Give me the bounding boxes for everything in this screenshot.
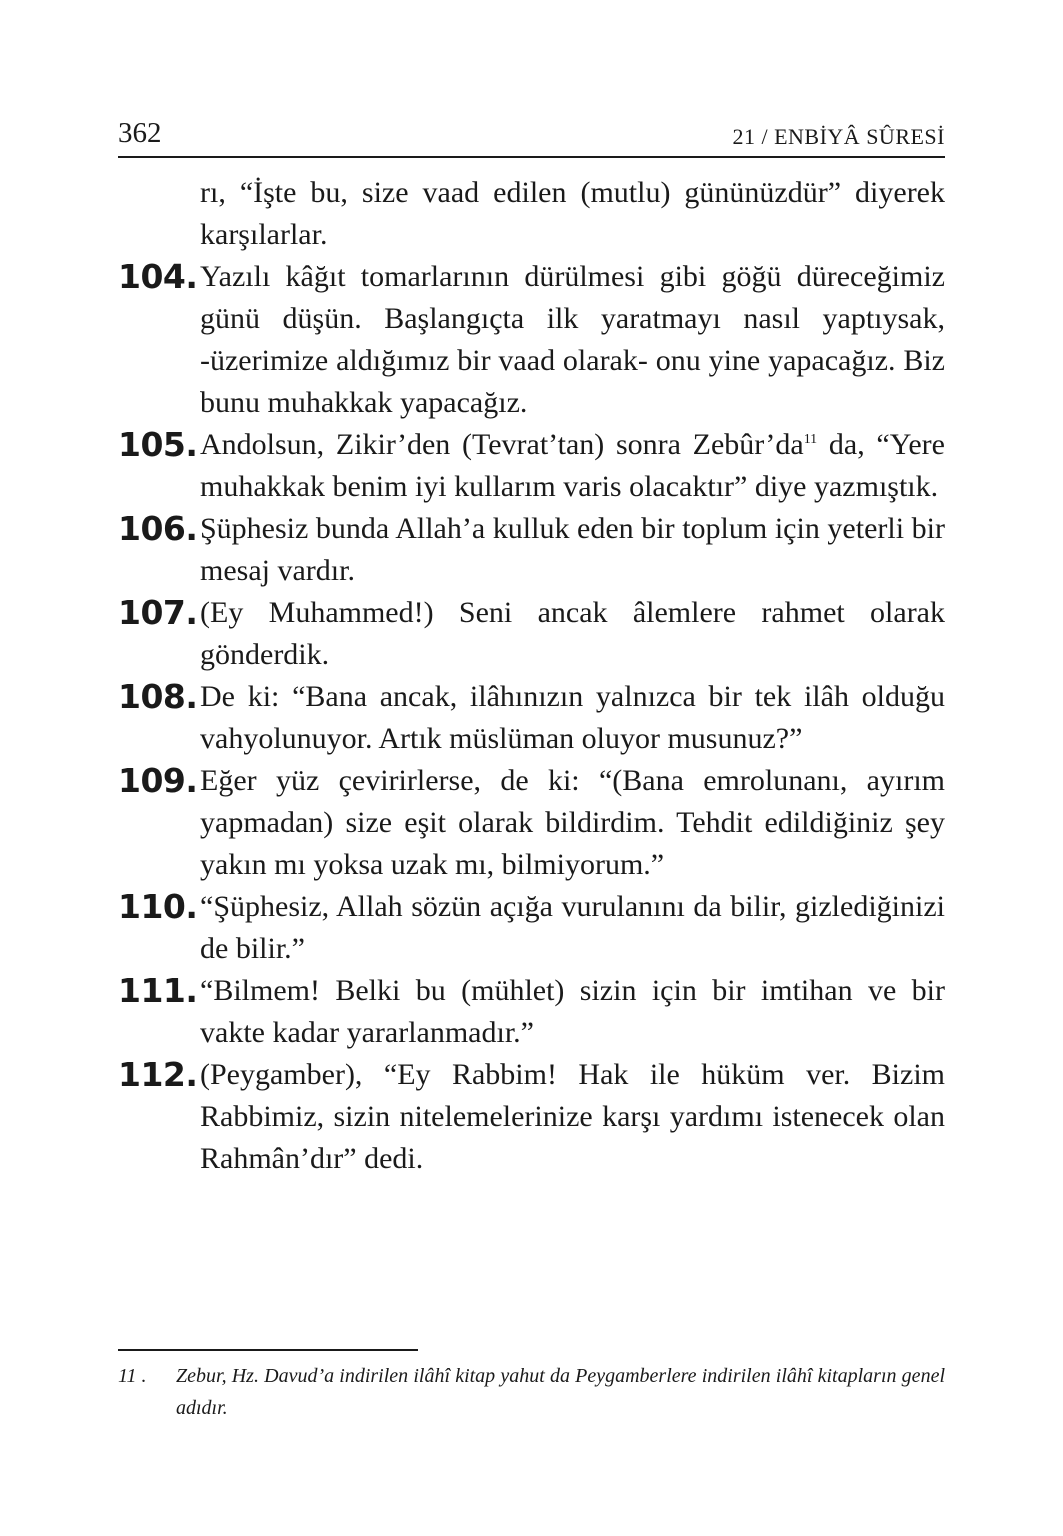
verse-number: 111. bbox=[118, 971, 198, 1010]
footnote-divider bbox=[118, 1349, 418, 1351]
page-number: 362 bbox=[118, 117, 162, 149]
verse-text: Yazılı kâğıt tomarlarının dürülmesi gibi göğü düreceğimiz günü düşün. Başlangıçta ilk yaratmayı nasıl yaptıysak, -üzerimize aldığımız bir vaad olarak- onu yine yapacağız. Biz bunu muhakkak yapacağız. bbox=[200, 260, 945, 419]
verse-104 bbox=[118, 256, 945, 424]
footnote-text: Zebur, Hz. Davud’a indirilen ilâhî kitap yahut da Peygamberlere indirilen ilâhî kitapların genel adıdır. bbox=[176, 1365, 945, 1419]
verse-text: rı, “İşte bu, size vaad edilen (mutlu) gününüzdür” diyerek karşılarlar. bbox=[200, 176, 945, 251]
footnote-number: 11 . bbox=[118, 1365, 147, 1387]
verse-number: 109. bbox=[118, 761, 198, 800]
page-header bbox=[118, 112, 945, 158]
verse-105 bbox=[118, 424, 945, 508]
verse-number: 104. bbox=[118, 257, 198, 296]
verse-text-before-note: Andolsun, Zikir’den (Tevrat’tan) sonra Zebûr’da bbox=[200, 428, 804, 461]
running-head: 21 / ENBİYÂ SÛRESİ bbox=[732, 124, 945, 149]
verse-111 bbox=[118, 970, 945, 1054]
verse-text: De ki: “Bana ancak, ilâhınızın yalnızca bir tek ilâh olduğu vahyolunuyor. Artık müslüman oluyor musunuz?” bbox=[200, 680, 945, 755]
verse-number: 108. bbox=[118, 677, 198, 716]
verse-number: 105. bbox=[118, 425, 198, 464]
verse-number: 112. bbox=[118, 1055, 198, 1094]
verse-text: (Peygamber), “Ey Rabbim! Hak ile hüküm ver. Bizim Rabbimiz, sizin nitelemelerinize karşı yardımı istenecek olan Rahmân’dır” dedi. bbox=[200, 1058, 945, 1175]
verse-list bbox=[118, 172, 945, 1180]
verse-text: Şüphesiz bunda Allah’a kulluk eden bir toplum için yeterli bir mesaj vardır. bbox=[200, 512, 945, 587]
verse-112 bbox=[118, 1054, 945, 1180]
verse-continuation bbox=[118, 172, 945, 256]
verse-108 bbox=[118, 676, 945, 760]
footnote-reference[interactable]: 11 bbox=[803, 432, 818, 447]
verse-text: Eğer yüz çevirirlerse, de ki: “(Bana emrolunanı, ayırım yapmadan) size eşit olarak bildirdim. Tehdit edildiğiniz şey yakın mı yoksa uzak mı, bilmiyorum.” bbox=[200, 764, 945, 881]
verse-text: “Bilmem! Belki bu (mühlet) sizin için bir imtihan ve bir vakte kadar yararlanmadır.” bbox=[200, 974, 945, 1049]
verse-number: 110. bbox=[118, 887, 198, 926]
verse-106 bbox=[118, 508, 945, 592]
verse-text: (Ey Muhammed!) Seni ancak âlemlere rahmet olarak gönderdik. bbox=[200, 596, 945, 671]
verse-number: 107. bbox=[118, 593, 198, 632]
verse-110 bbox=[118, 886, 945, 970]
verse-109 bbox=[118, 760, 945, 886]
verse-107 bbox=[118, 592, 945, 676]
footnote bbox=[118, 1360, 945, 1424]
verse-number: 106. bbox=[118, 509, 198, 548]
verse-text-after-note: da, “Yere muhakkak benim iyi kullarım varis olacaktır” diye yazmıştık. bbox=[200, 428, 945, 503]
verse-text: “Şüphesiz, Allah sözün açığa vurulanını da bilir, gizlediğinizi de bilir.” bbox=[200, 890, 945, 965]
